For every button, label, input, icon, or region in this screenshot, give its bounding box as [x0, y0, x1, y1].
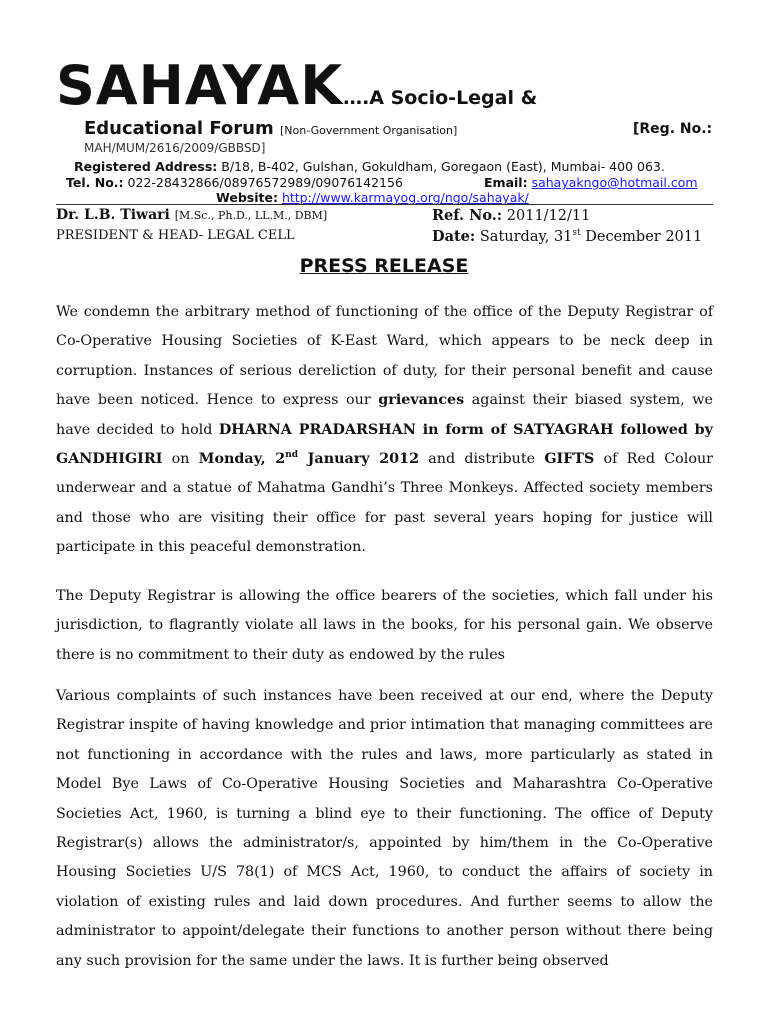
- address-line: [74, 159, 734, 174]
- tagline-part-1: ….A Socio-Legal &: [343, 87, 538, 109]
- tagline-part-2: Educational Forum: [84, 118, 274, 139]
- date-line: [432, 228, 702, 245]
- org-name: SAHAYAK: [56, 54, 344, 117]
- email-label: Email:: [484, 175, 528, 190]
- date-prefix: Saturday, 31: [479, 229, 573, 245]
- website-label: Website:: [216, 190, 278, 205]
- paragraph-2: The Deputy Registrar is allowing the office bearers of the societies, which fall under his jurisdiction, to flagrantly violate all laws in the books, for his personal gain. We observe there is no commitment to their duty as endowed by the rules: [56, 588, 713, 663]
- address-label: Registered Address:: [74, 159, 218, 174]
- forum-line: [84, 118, 724, 139]
- ref-value: 2011/12/11: [506, 208, 591, 224]
- date-label: Date:: [432, 228, 476, 245]
- address-value: B/18, B-402, Gulshan, Gokuldham, Goregaon (East), Mumbai- 400 063.: [221, 159, 665, 174]
- tel-value: 022-28432866/08976572989/09076142156: [127, 175, 403, 190]
- president-line: [56, 207, 327, 223]
- reg-number: MAH/MUM/2616/2009/GBBSD]: [84, 141, 266, 155]
- paragraph-1: We condemn the arbitrary method of functioning of the office of the Deputy Registrar of Co-Operative Housing Societies of K-East Ward, which appears to be neck deep in corruption. Instances of serious dereliction of duty, for their personal benefit and cause have been noticed. Hence to express our grievances against their biased system, we have decided to hold DHARNA PRADARSHAN in form of SATYAGRAH followed by GANDHIGIRI on Monday, 2nd January 2012 and distribute GIFTS of Red Colour underwear and a statue of Mahatma Gandhi’s Three Monkeys. Affected society members and those who are visiting their office for past several years hoping for justice will participate in this peaceful demonstration.: [56, 304, 714, 556]
- website-link[interactable]: http://www.karmayog.org/ngo/sahayak/: [281, 190, 529, 205]
- ref-line: [432, 207, 590, 224]
- email-link[interactable]: sahayakngo@hotmail.com: [531, 175, 698, 190]
- contact-line: [66, 175, 706, 190]
- tel-label: Tel. No.:: [66, 175, 124, 190]
- page-title: PRESS RELEASE: [299, 255, 469, 277]
- president-role: PRESIDENT & HEAD- LEGAL CELL: [56, 228, 295, 243]
- reg-label: [Reg. No.:: [633, 121, 713, 137]
- paragraph-3: Various complaints of such instances have been received at our end, where the Deputy Registrar inspite of having knowledge and prior intimation that managing committees are not functioning in accordance with the rules and laws, more particularly as stated in Model Bye Laws of Co-Operative Housing Societies and Maharashtra Co-Operative Societies Act, 1960, is turning a blind eye to their functioning. The office of Deputy Registrar(s) allows the administrator/s, appointed by him/them in the Co-Operative Housing Societies U/S 78(1) of MCS Act, 1960, to conduct the affairs of society in violation of existing rules and laid down procedures. And further seems to allow the administrator to appoint/delegate their functions to another person without there being any such provision for the same under the laws. It is further being observed: [56, 688, 713, 969]
- date-suffix: December 2011: [585, 229, 703, 245]
- ngo-note: [Non-Government Organisation]: [280, 124, 458, 137]
- president-name: Dr. L.B. Tiwari: [56, 207, 170, 223]
- ref-label: Ref. No.:: [432, 207, 503, 224]
- header-divider: [56, 204, 713, 205]
- president-quals: [M.Sc., Ph.D., LL.M., DBM]: [174, 209, 328, 222]
- website-line: [216, 190, 768, 205]
- date-sup: st: [572, 228, 581, 239]
- email-block: [484, 175, 698, 190]
